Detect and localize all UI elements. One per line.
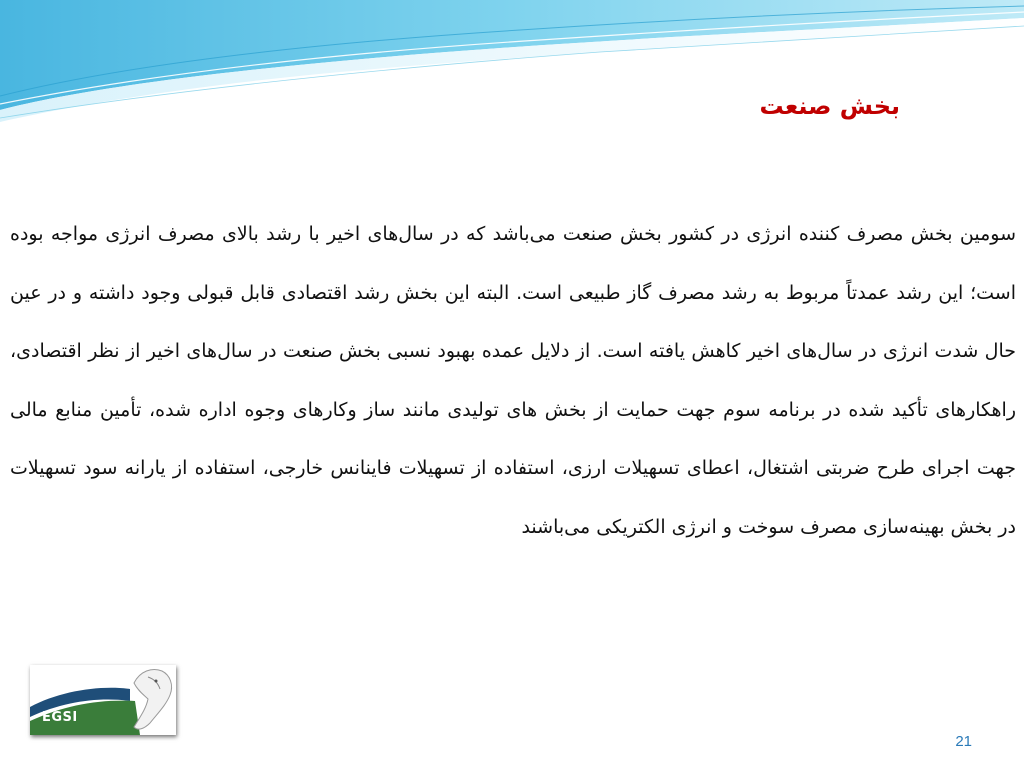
page-number: 21	[955, 733, 972, 750]
logo-text: EGSI	[42, 710, 78, 725]
body-paragraph: سومین بخش مصرف کننده انرژی در کشور بخش صنعت می‌باشد که در سال‌های اخیر با رشد بالای مصرف انرژی مواجه بوده است؛ این رشد عمدتاً مربوط به رشد مصرف گاز طبیعی است. البته این بخش رشد اقتصادی قابل قبولی وجود داشته و در عین حال شدت انرژی در سال‌های اخیر کاهش یافته است. از دلایل عمده بهبود نسبی بخش صنعت در سال‌های اخیر از نظر اقتصادی، راهکارهای تأکید شده در برنامه سوم جهت حمایت از بخش های تولیدی مانند ساز وکارهای وجوه اداره شده، تأمین منابع مالی جهت اجرای طرح ضربتی اشتغال، اعطای تسهیلات ارزی، استفاده از تسهیلات فاینانس خارجی، استفاده از یارانه سود تسهیلات در بخش بهینه‌سازی مصرف سوخت و انرژی الکتریکی می‌باشند	[10, 223, 1016, 538]
egsi-logo	[30, 665, 176, 735]
slide-title: بخش صنعت	[759, 92, 900, 120]
